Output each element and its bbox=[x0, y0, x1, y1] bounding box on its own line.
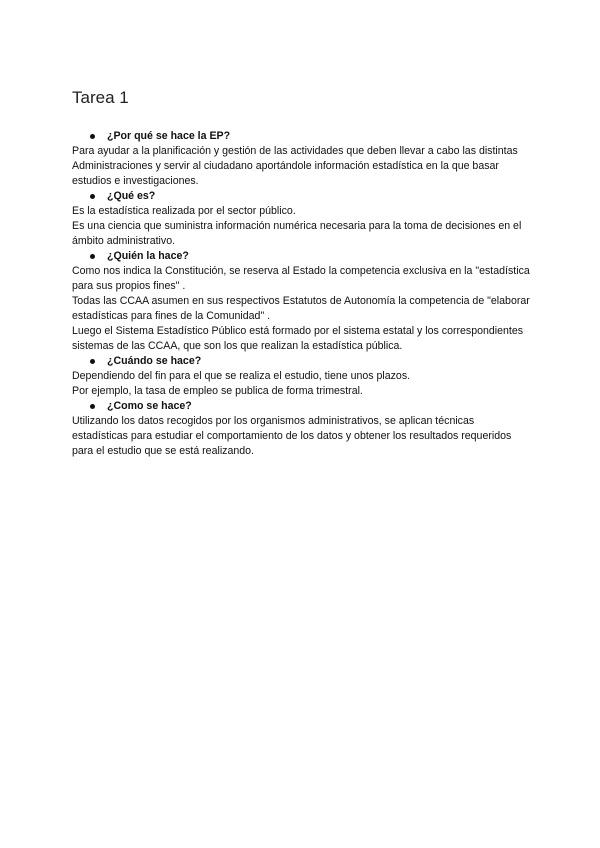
section-heading-text: ¿Por qué se hace la EP? bbox=[107, 130, 231, 142]
bullet-icon bbox=[90, 194, 95, 199]
section-como bbox=[72, 399, 532, 459]
section-heading-text: ¿Cuándo se hace? bbox=[107, 355, 202, 367]
section-paragraph: Luego el Sistema Estadístico Público está formado por el sistema estatal y los correspondientes sistemas de las CCAA, que son los que realizan la estadística pública. bbox=[72, 325, 524, 352]
page-title: Tarea 1 bbox=[72, 88, 129, 107]
section-que-es bbox=[72, 189, 532, 249]
section-paragraph: Dependiendo del fin para el que se realiza el estudio, tiene unos plazos. bbox=[72, 370, 411, 382]
bullet-icon bbox=[90, 404, 95, 409]
section-paragraph: Es una ciencia que suministra información numérica necesaria para la toma de decisiones en el ámbito administrativo. bbox=[72, 220, 522, 247]
section-heading-text: ¿Como se hace? bbox=[107, 400, 192, 412]
section-heading-text: ¿Qué es? bbox=[107, 190, 156, 202]
section-paragraph: Para ayudar a la planificación y gestión de las actividades que deben llevar a cabo las distintas Administraciones y servir al ciudadano aportándole información estadística en la que basar estudios e investigaciones. bbox=[72, 145, 518, 187]
bullet-icon bbox=[90, 359, 95, 364]
document-body bbox=[72, 129, 532, 459]
section-paragraph: Utilizando los datos recogidos por los organismos administrativos, se aplican técnicas estadísticas para estudiar el comportamiento de los datos y obtener los resultados requeridos para el estudio que se está realizando. bbox=[72, 415, 512, 457]
bullet-icon bbox=[90, 254, 95, 259]
bullet-icon bbox=[90, 134, 95, 139]
section-heading bbox=[72, 129, 532, 144]
section-por-que bbox=[72, 129, 532, 189]
section-paragraph: Por ejemplo, la tasa de empleo se publica de forma trimestral. bbox=[72, 385, 363, 397]
section-heading bbox=[72, 354, 532, 369]
section-quien bbox=[72, 249, 532, 354]
section-paragraph: Como nos indica la Constitución, se reserva al Estado la competencia exclusiva en la "estadística para sus propios fines" . bbox=[72, 265, 530, 292]
section-paragraph: Es la estadística realizada por el sector público. bbox=[72, 205, 296, 217]
section-heading bbox=[72, 399, 532, 414]
section-cuando bbox=[72, 354, 532, 399]
section-heading bbox=[72, 189, 532, 204]
section-heading-text: ¿Quién la hace? bbox=[107, 250, 189, 262]
section-paragraph: Todas las CCAA asumen en sus respectivos Estatutos de Autonomía la competencia de "elaborar estadísticas para fines de la Comunidad" . bbox=[72, 295, 530, 322]
section-heading bbox=[72, 249, 532, 264]
